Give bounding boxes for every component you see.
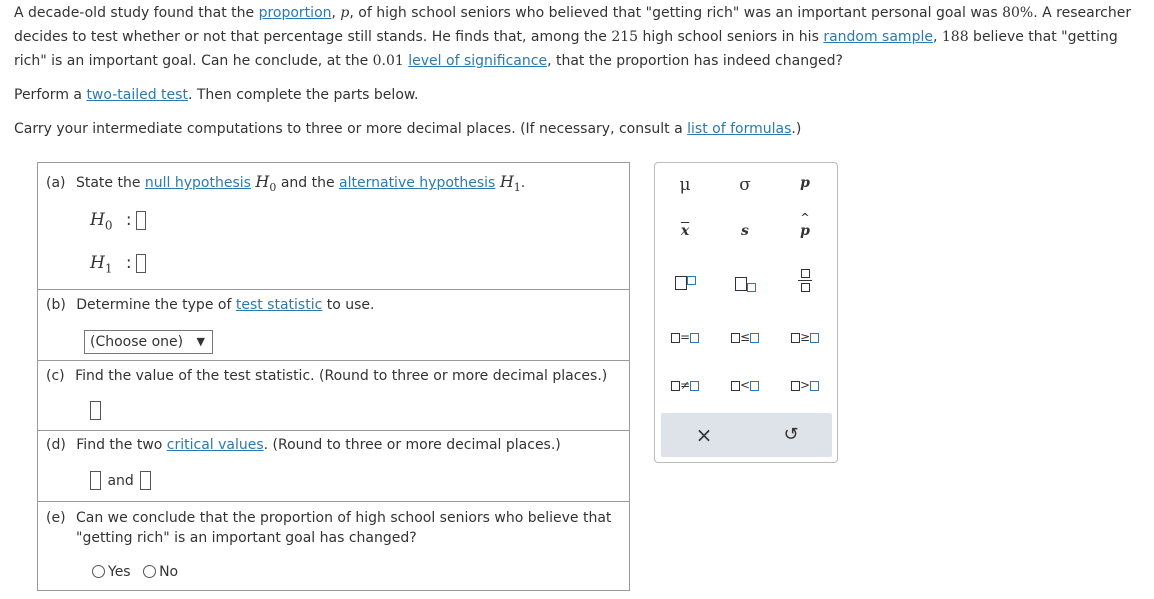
part-c: (c) Find the value of the test statistic. (Round to three or more decimal places.) xyxy=(38,361,629,431)
fraction-button[interactable] xyxy=(775,269,835,299)
clear-icon[interactable]: × xyxy=(695,423,713,447)
greater-than-button[interactable]: > xyxy=(775,370,835,400)
h1-input[interactable] xyxy=(136,254,146,273)
test-statistic-input[interactable] xyxy=(90,401,101,420)
link-test-statistic[interactable]: test statistic xyxy=(235,297,323,313)
link-random-sample[interactable]: random sample xyxy=(823,29,933,45)
problem-statement: A decade-old study found that the proportion, p, of high school seniors who believed that "getting rich" was an important personal goal was 80%. A researcher decides to test whether or not that percentage still stands. He finds that, among the 215 high school seniors in his random sample, 188 believe that "getting rich" is an important goal. Can he conclude, at the 0.01 level of significance, that the proportion has indeed changed? xyxy=(14,5,1132,69)
link-null-hypothesis[interactable]: null hypothesis xyxy=(144,175,251,191)
dropdown-arrow-icon: ▼ xyxy=(196,335,205,348)
less-than-button[interactable]: < xyxy=(715,370,775,400)
part-e-label: (e) xyxy=(46,510,66,526)
subscript-button[interactable] xyxy=(715,275,775,305)
math-palette xyxy=(654,162,838,463)
part-c-label: (c) xyxy=(46,368,65,384)
link-alternative-hypothesis[interactable]: alternative hypothesis xyxy=(339,175,496,191)
test-statistic-select[interactable]: (Choose one) ▼ xyxy=(84,330,213,354)
link-level-of-significance[interactable]: level of significance xyxy=(408,53,548,69)
xbar-button[interactable]: $\overline{x}$ xyxy=(680,223,690,239)
h0-row: $H_0$ : xyxy=(90,210,146,232)
not-equal-button[interactable]: ≠ xyxy=(655,370,715,400)
link-proportion[interactable]: proportion xyxy=(258,5,332,21)
phat-button[interactable]: ^ p xyxy=(800,211,810,239)
greater-equal-button[interactable]: ≥ xyxy=(775,322,835,352)
part-a: (a) State the null hypothesis $H_0$ and the alternative hypothesis $H_1$. $H_0$ : $H_1$ : xyxy=(38,163,629,290)
carry-instruction: Carry your intermediate computations to three or more decimal places. (If necessary, consult a list of formulas.) xyxy=(14,121,802,137)
perform-instruction: Perform a two-tailed test. Then complete the parts below. xyxy=(14,87,419,103)
superscript-button[interactable] xyxy=(655,275,715,305)
undo-icon[interactable]: ↺ xyxy=(783,424,799,445)
part-d: (d) Find the two critical values. (Round to three or more decimal places.) and xyxy=(38,431,629,502)
part-e: (e) Can we conclude that the proportion of high school seniors who believe that "getting rich" is an important goal has changed? Yes No xyxy=(46,510,612,580)
question-parts xyxy=(37,162,630,591)
mu-button[interactable]: μ xyxy=(679,175,691,195)
link-critical-values[interactable]: critical values xyxy=(166,437,264,453)
equals-button[interactable]: = xyxy=(655,322,715,352)
critical-value-1-input[interactable] xyxy=(90,471,101,490)
part-b: (b) Determine the type of test statistic to use. (Choose one) ▼ xyxy=(38,290,629,361)
yes-radio[interactable] xyxy=(92,565,105,578)
link-two-tailed-test[interactable]: two-tailed test xyxy=(86,87,188,103)
p-button[interactable]: p xyxy=(800,175,810,191)
less-equal-button[interactable]: ≤ xyxy=(715,322,775,352)
link-list-of-formulas[interactable]: list of formulas xyxy=(687,121,792,137)
s-button[interactable]: s xyxy=(741,223,749,239)
critical-value-2-input[interactable] xyxy=(140,471,151,490)
h0-input[interactable] xyxy=(136,211,146,230)
part-b-label: (b) xyxy=(46,297,66,313)
sigma-button[interactable]: σ xyxy=(739,175,751,195)
palette-action-bar xyxy=(661,413,832,457)
part-a-label: (a) xyxy=(46,175,66,191)
part-d-label: (d) xyxy=(46,437,66,453)
h1-row: $H_1$ : xyxy=(90,253,146,275)
no-radio[interactable] xyxy=(143,565,156,578)
